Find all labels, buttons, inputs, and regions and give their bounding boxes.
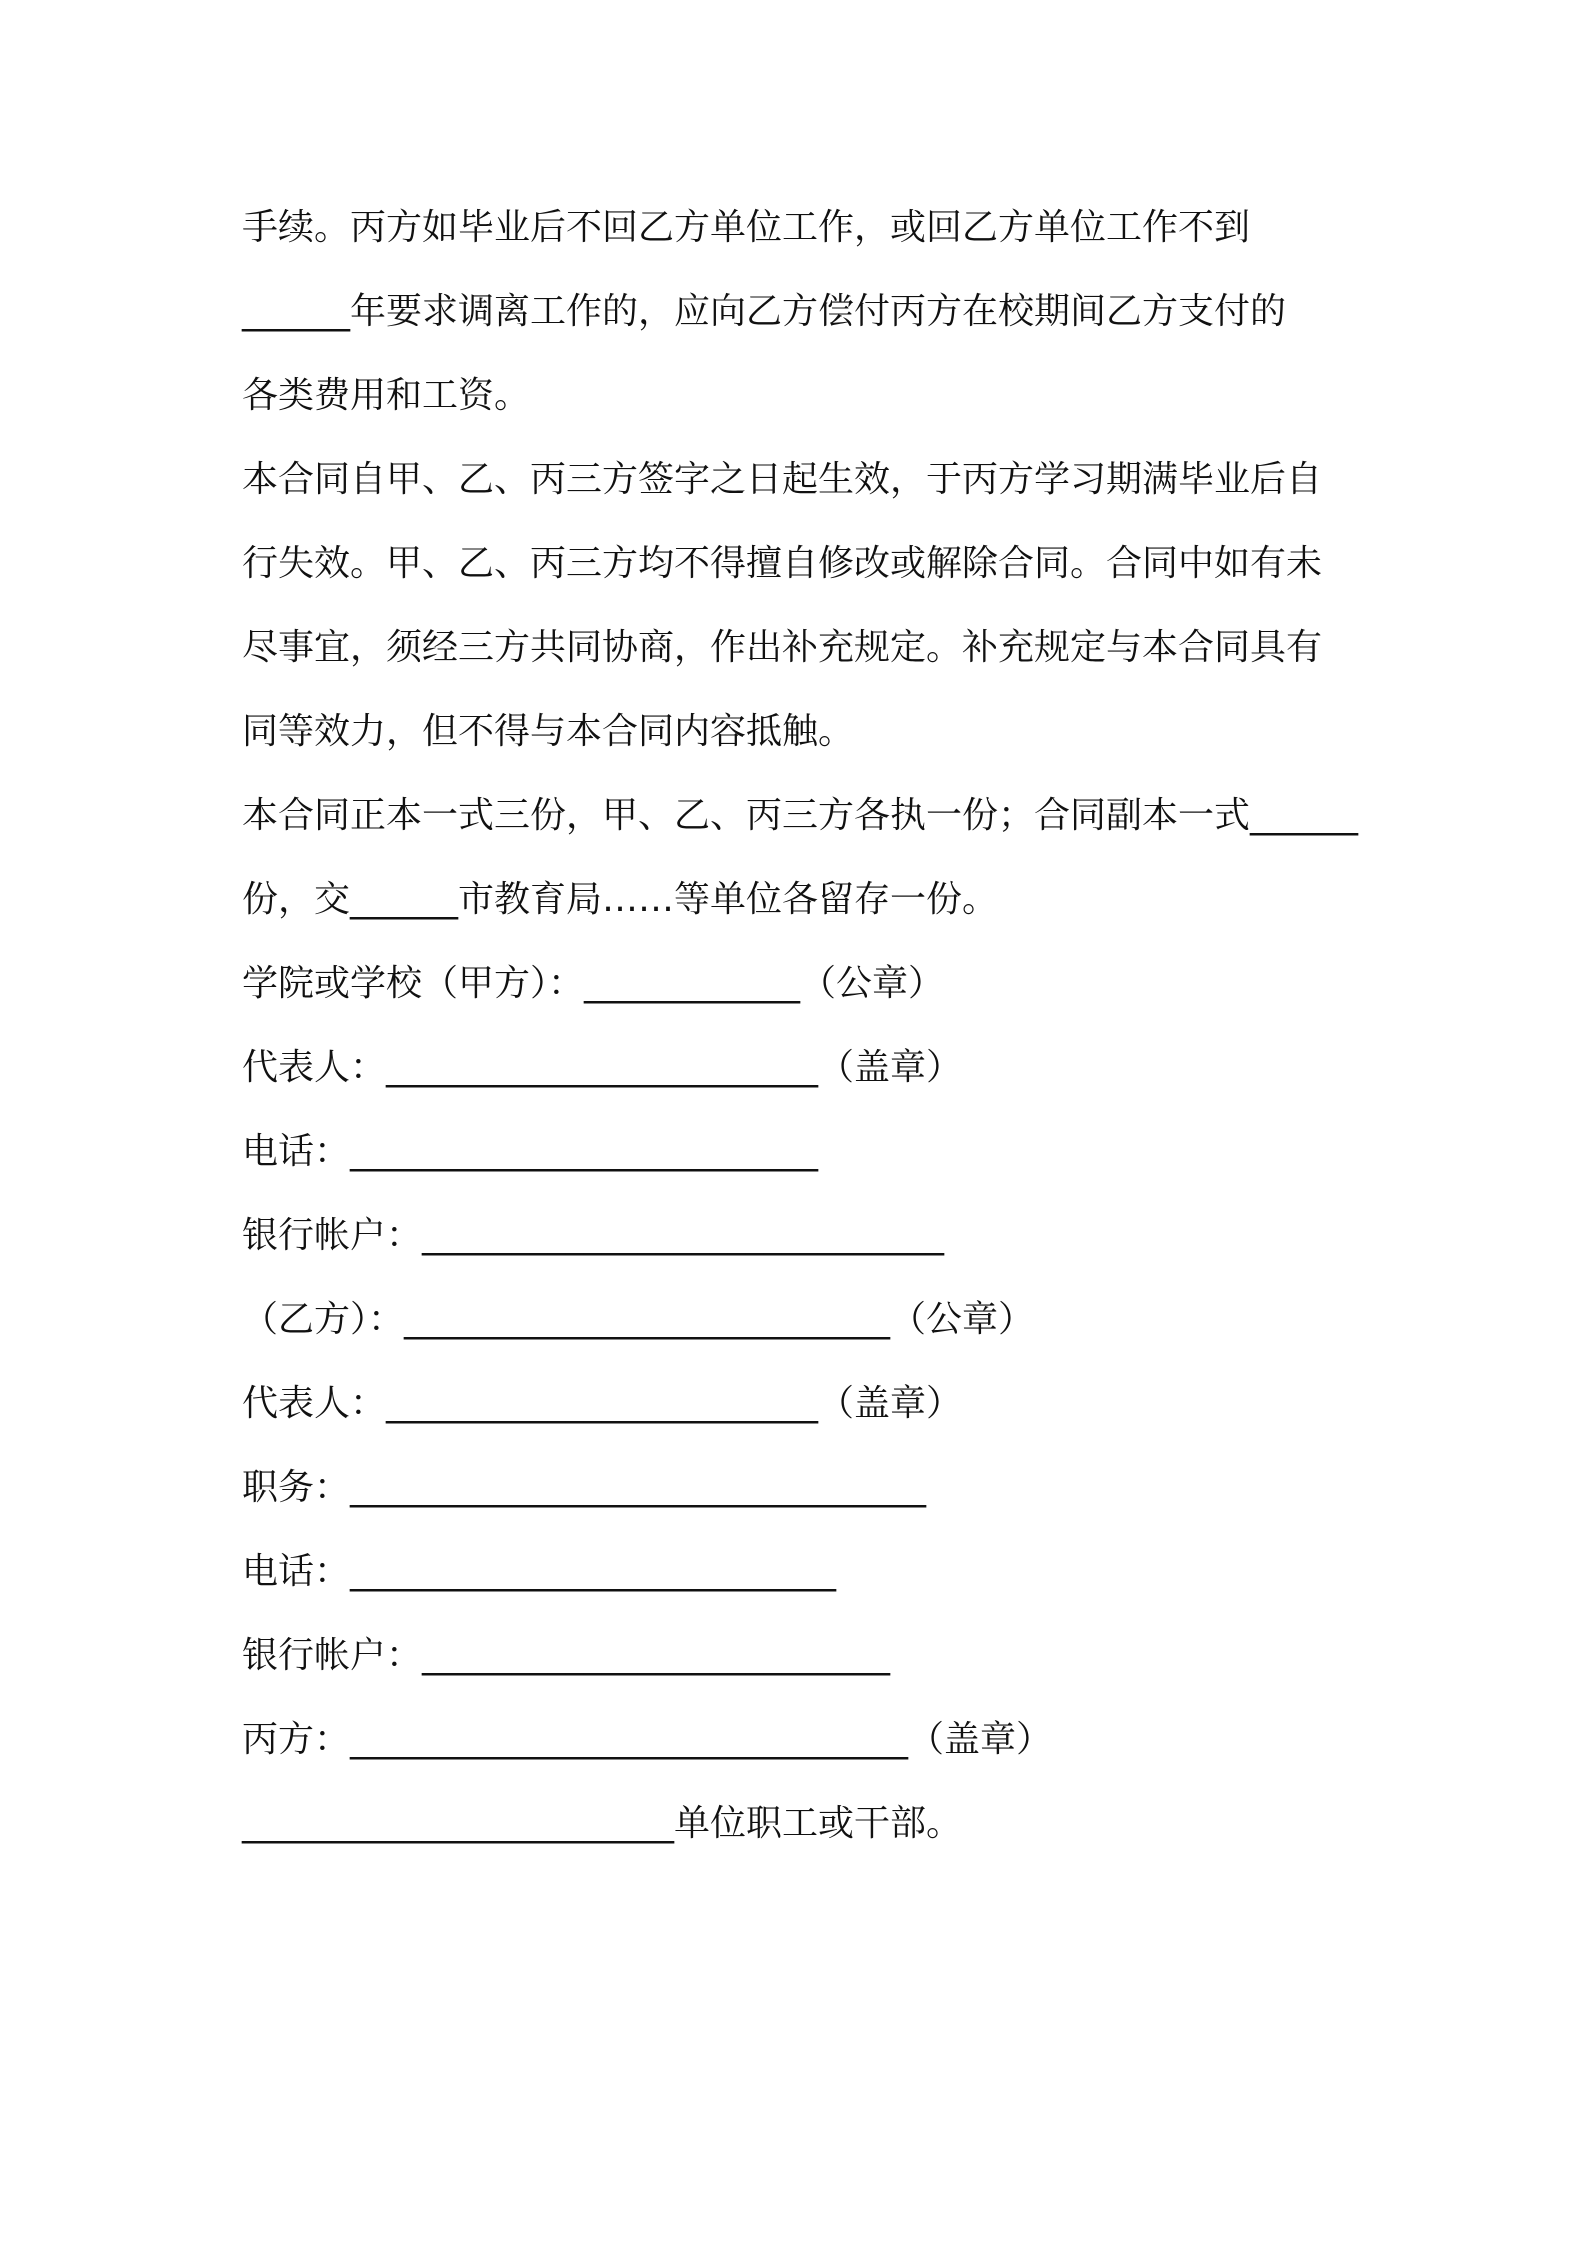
paragraph-2-line-2: 行失效。甲、乙、丙三方均不得擅自修改或解除合同。合同中如有未 [242, 543, 1323, 584]
paragraph-3-line-2: 份，交______市教育局……等单位各留存一份。 [242, 879, 999, 920]
paragraph-2-line-3: 尽事宜，须经三方共同协商，作出补充规定。补充规定与本合同具有 [242, 627, 1323, 668]
paragraph-2-line-4: 同等效力，但不得与本合同内容抵触。 [242, 711, 855, 752]
party-b-bank-account-line: 银行帐户：__________________________ [242, 1635, 891, 1676]
paragraph-1-line-3: 各类费用和工资。 [242, 375, 531, 416]
paragraph-1-line-1: 手续。丙方如毕业后不回乙方单位工作，或回乙方单位工作不到 [242, 207, 1251, 248]
party-c-unit-line: ________________________单位职工或干部。 [242, 1803, 963, 1844]
party-a-representative-line: 代表人：________________________（盖章） [242, 1047, 963, 1088]
party-b-phone-line: 电话：___________________________ [242, 1551, 837, 1592]
party-b-representative-line: 代表人：________________________（盖章） [242, 1383, 963, 1424]
paragraph-3-line-1: 本合同正本一式三份，甲、乙、丙三方各执一份；合同副本一式______ [242, 795, 1359, 836]
paragraph-2-line-1: 本合同自甲、乙、丙三方签字之日起生效，于丙方学习期满毕业后自 [242, 459, 1323, 500]
party-a-line: 学院或学校（甲方）：____________（公章） [242, 963, 945, 1004]
party-a-bank-account-line: 银行帐户：_____________________________ [242, 1215, 945, 1256]
party-c-line: 丙方：_______________________________（盖章） [242, 1719, 1053, 1760]
paragraph-1-line-2: ______年要求调离工作的，应向乙方偿付丙方在校期间乙方支付的 [242, 291, 1287, 332]
party-b-title-line: 职务：________________________________ [242, 1467, 927, 1508]
party-b-line: （乙方）：___________________________（公章） [242, 1299, 1035, 1340]
party-a-phone-line: 电话：__________________________ [242, 1131, 819, 1172]
